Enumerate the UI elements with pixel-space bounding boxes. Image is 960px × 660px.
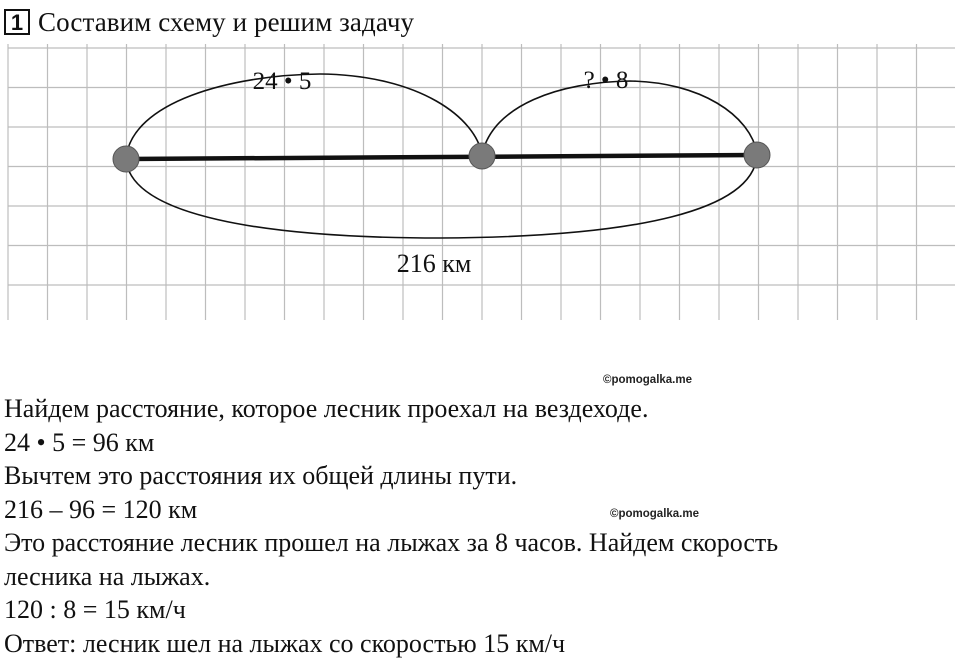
solution-line: 120 : 8 = 15 км/ч (4, 593, 954, 627)
task-title: Составим схему и решим задачу (38, 6, 414, 38)
label-second-part: ? • 8 (584, 67, 629, 94)
point-start (113, 146, 139, 172)
solution-line: Это расстояние лесник прошел на лыжах за 8 часов. Найдем скорость (4, 526, 954, 560)
solution-text (4, 392, 954, 660)
solution-line: Найдем расстояние, которое лесник проехал на вездеходе. (4, 392, 954, 426)
grid-paper (8, 44, 955, 320)
watermark: ©pomogalka.me (603, 374, 692, 386)
arc-total (126, 156, 757, 238)
point-end (744, 142, 770, 168)
task-number-box: 1 (4, 9, 30, 35)
label-first-part: 24 • 5 (253, 68, 312, 95)
task-header (4, 6, 414, 38)
solution-line: Ответ: лесник шел на лыжах со скоростью 15 км/ч (4, 627, 954, 660)
scheme-diagram (0, 40, 960, 325)
solution-line: лесника на лыжах. (4, 560, 954, 594)
solution-line: 216 – 96 = 120 км (4, 493, 954, 527)
watermark: ©pomogalka.me (610, 508, 699, 520)
label-total: 216 км (397, 249, 472, 278)
solution-line: Вычтем это расстояния их общей длины пути. (4, 459, 954, 493)
solution-line: 24 • 5 = 96 км (4, 426, 954, 460)
point-middle (469, 143, 495, 169)
route-segment (126, 155, 757, 159)
